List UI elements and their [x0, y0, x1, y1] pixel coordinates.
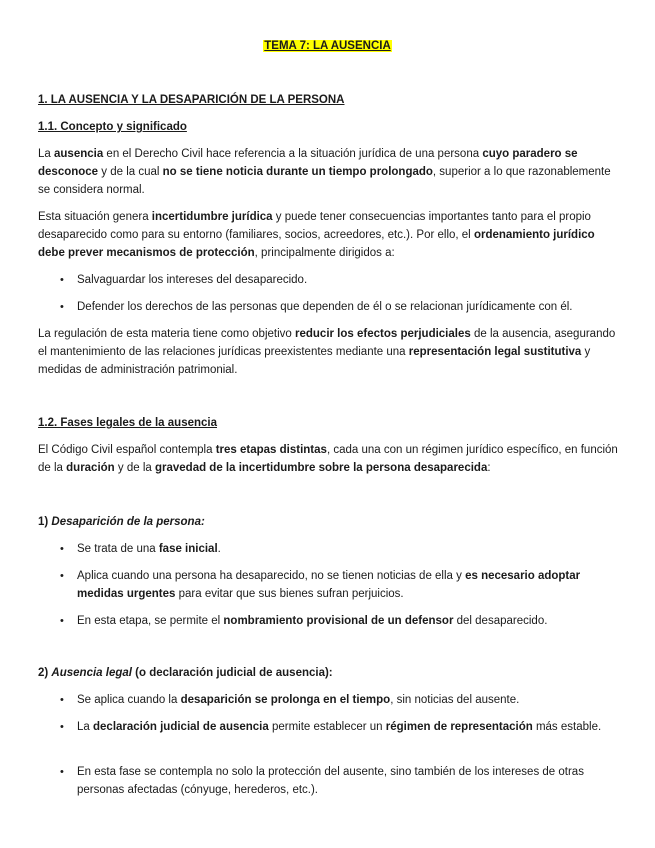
bold-text: cuyo paradero se desconoce: [38, 148, 578, 178]
bold-text: no se tiene noticia durante un tiempo prolongado: [162, 166, 433, 178]
bold-text: gravedad de la incertidumbre sobre la persona desaparecida: [154, 462, 488, 474]
section-1-heading: 1. LA AUSENCIA Y LA DESAPARICIÓN DE LA PERSONA: [38, 94, 345, 106]
paragraph-regulation: La regulación de esta materia tiene como objetivo reducir los efectos perjudiciales de la ausencia, asegurando el mantenimiento de las relaciones jurídicas preexistentes mediante una representación legal sustitutiva y medidas de administración patrimonial.: [38, 328, 616, 376]
section-1-1-heading: 1.1. Concepto y significado: [38, 121, 187, 133]
bold-text: ordenamiento jurídico debe prever mecanismos de protección: [38, 229, 595, 259]
list-item: • Aplica cuando una persona ha desaparecido, no se tienen noticias de ella y es necesario adoptar medidas urgentes para evitar que sus bienes sufran perjuicios.: [77, 567, 622, 603]
document-title: TEMA 7: LA AUSENCIA: [264, 40, 391, 52]
bold-text: representación legal sustitutiva: [408, 346, 582, 358]
list-item: • Defender los derechos de las personas que dependen de él o se relacionan jurídicamente con él.: [77, 298, 622, 316]
list-item: • Salvaguardar los intereses del desaparecido.: [77, 271, 622, 289]
bold-text: nombramiento provisional de un defensor: [223, 615, 454, 627]
bold-text: declaración judicial de ausencia: [93, 721, 269, 733]
bold-text: ausencia: [54, 148, 104, 160]
paragraph-concept: La ausencia en el Derecho Civil hace referencia a la situación jurídica de una persona cuyo paradero se desconoce y de la cual no se tiene noticia durante un tiempo prolongado, superior a lo que razonablemente se considera normal.: [38, 148, 611, 196]
list-item: • En esta fase se contempla no solo la protección del ausente, sino también de los intereses de otras personas afectadas (cónyuge, herederos, etc.).: [77, 763, 622, 799]
bold-text: fase inicial: [158, 543, 218, 555]
bold-text: duración: [66, 462, 115, 474]
list-item: • Se aplica cuando la desaparición se prolonga en el tiempo, sin noticias del ausente.: [77, 691, 622, 709]
list-item: • La declaración judicial de ausencia permite establecer un régimen de representación más estable.: [77, 718, 622, 736]
bold-text: tres etapas distintas: [215, 444, 327, 456]
list-item: • En esta etapa, se permite el nombramiento provisional de un defensor del desaparecido.: [77, 612, 622, 630]
paragraph-uncertainty: Esta situación genera incertidumbre jurídica y puede tener consecuencias importantes tanto para el propio desaparecido como para su entorno (familiares, socios, acreedores, etc.). Por ello, el ordenamiento jurídico debe prever mecanismos de protección, principalmente dirigidos a:: [38, 211, 595, 259]
bold-text: es necesario adoptar medidas urgentes: [77, 570, 581, 600]
bold-text: incertidumbre jurídica: [151, 211, 273, 223]
list-item: • Se trata de una fase inicial.: [77, 540, 622, 558]
paragraph-phases: El Código Civil español contempla tres etapas distintas, cada una con un régimen jurídico específico, en función de la duración y de la gravedad de la incertidumbre sobre la persona desaparecida:: [38, 444, 618, 474]
section-1-2-heading: 1.2. Fases legales de la ausencia: [38, 417, 217, 429]
bold-text: desaparición se prolonga en el tiempo: [180, 694, 391, 706]
bold-text: reducir los efectos perjudiciales: [295, 328, 471, 340]
phase-1-heading: 1) Desaparición de la persona:: [38, 516, 205, 528]
bold-text: régimen de representación: [385, 721, 533, 733]
phase-2-heading: 2) Ausencia legal (o declaración judicial de ausencia):: [38, 667, 333, 679]
